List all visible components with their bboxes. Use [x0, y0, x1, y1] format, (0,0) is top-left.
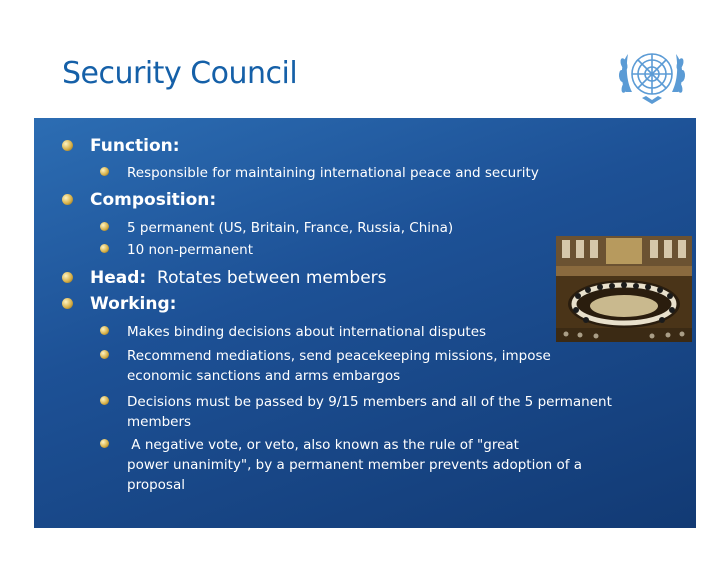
- function-heading: Function:: [90, 136, 180, 156]
- composition-heading: Composition:: [90, 190, 217, 210]
- working-item-3-line-2: members: [127, 414, 192, 430]
- composition-item-1: 5 permanent (US, Britain, France, Russia, China): [127, 220, 454, 236]
- working-item-2-line-2: economic sanctions and arms embargos: [127, 368, 401, 384]
- working-item-3-line-1: Decisions must be passed by 9/15 members and all of the 5 permanent: [127, 394, 612, 410]
- head-line: [90, 267, 387, 289]
- bullet-icon: [100, 244, 109, 253]
- working-item-4-line-2: power unanimity", by a permanent member prevents adoption of a: [127, 457, 583, 473]
- bullet-icon: [62, 194, 73, 205]
- bullet-icon: [62, 272, 73, 283]
- bullet-icon: [100, 167, 109, 176]
- bullet-icon: [62, 140, 73, 151]
- head-text: Rotates between members: [157, 268, 387, 288]
- working-item-1: Makes binding decisions about international disputes: [127, 324, 487, 340]
- composition-item-2: 10 non-permanent: [127, 242, 254, 258]
- bullet-icon: [100, 350, 109, 359]
- working-item-4-line-1: A negative vote, or veto, also known as the rule of "great: [127, 437, 519, 453]
- head-heading: Head:: [90, 268, 147, 288]
- function-item-1: Responsible for maintaining international peace and security: [127, 165, 539, 181]
- bullet-icon: [62, 298, 73, 309]
- bullet-icon: [100, 396, 109, 405]
- working-heading: Working:: [90, 294, 177, 314]
- bullet-icon: [100, 326, 109, 335]
- bullet-icon: [100, 222, 109, 231]
- bullet-icon: [100, 439, 109, 448]
- slide-title: Security Council: [62, 56, 298, 91]
- working-item-2-line-1: Recommend mediations, send peacekeeping missions, impose: [127, 348, 551, 364]
- working-item-4-line-3: proposal: [127, 477, 185, 493]
